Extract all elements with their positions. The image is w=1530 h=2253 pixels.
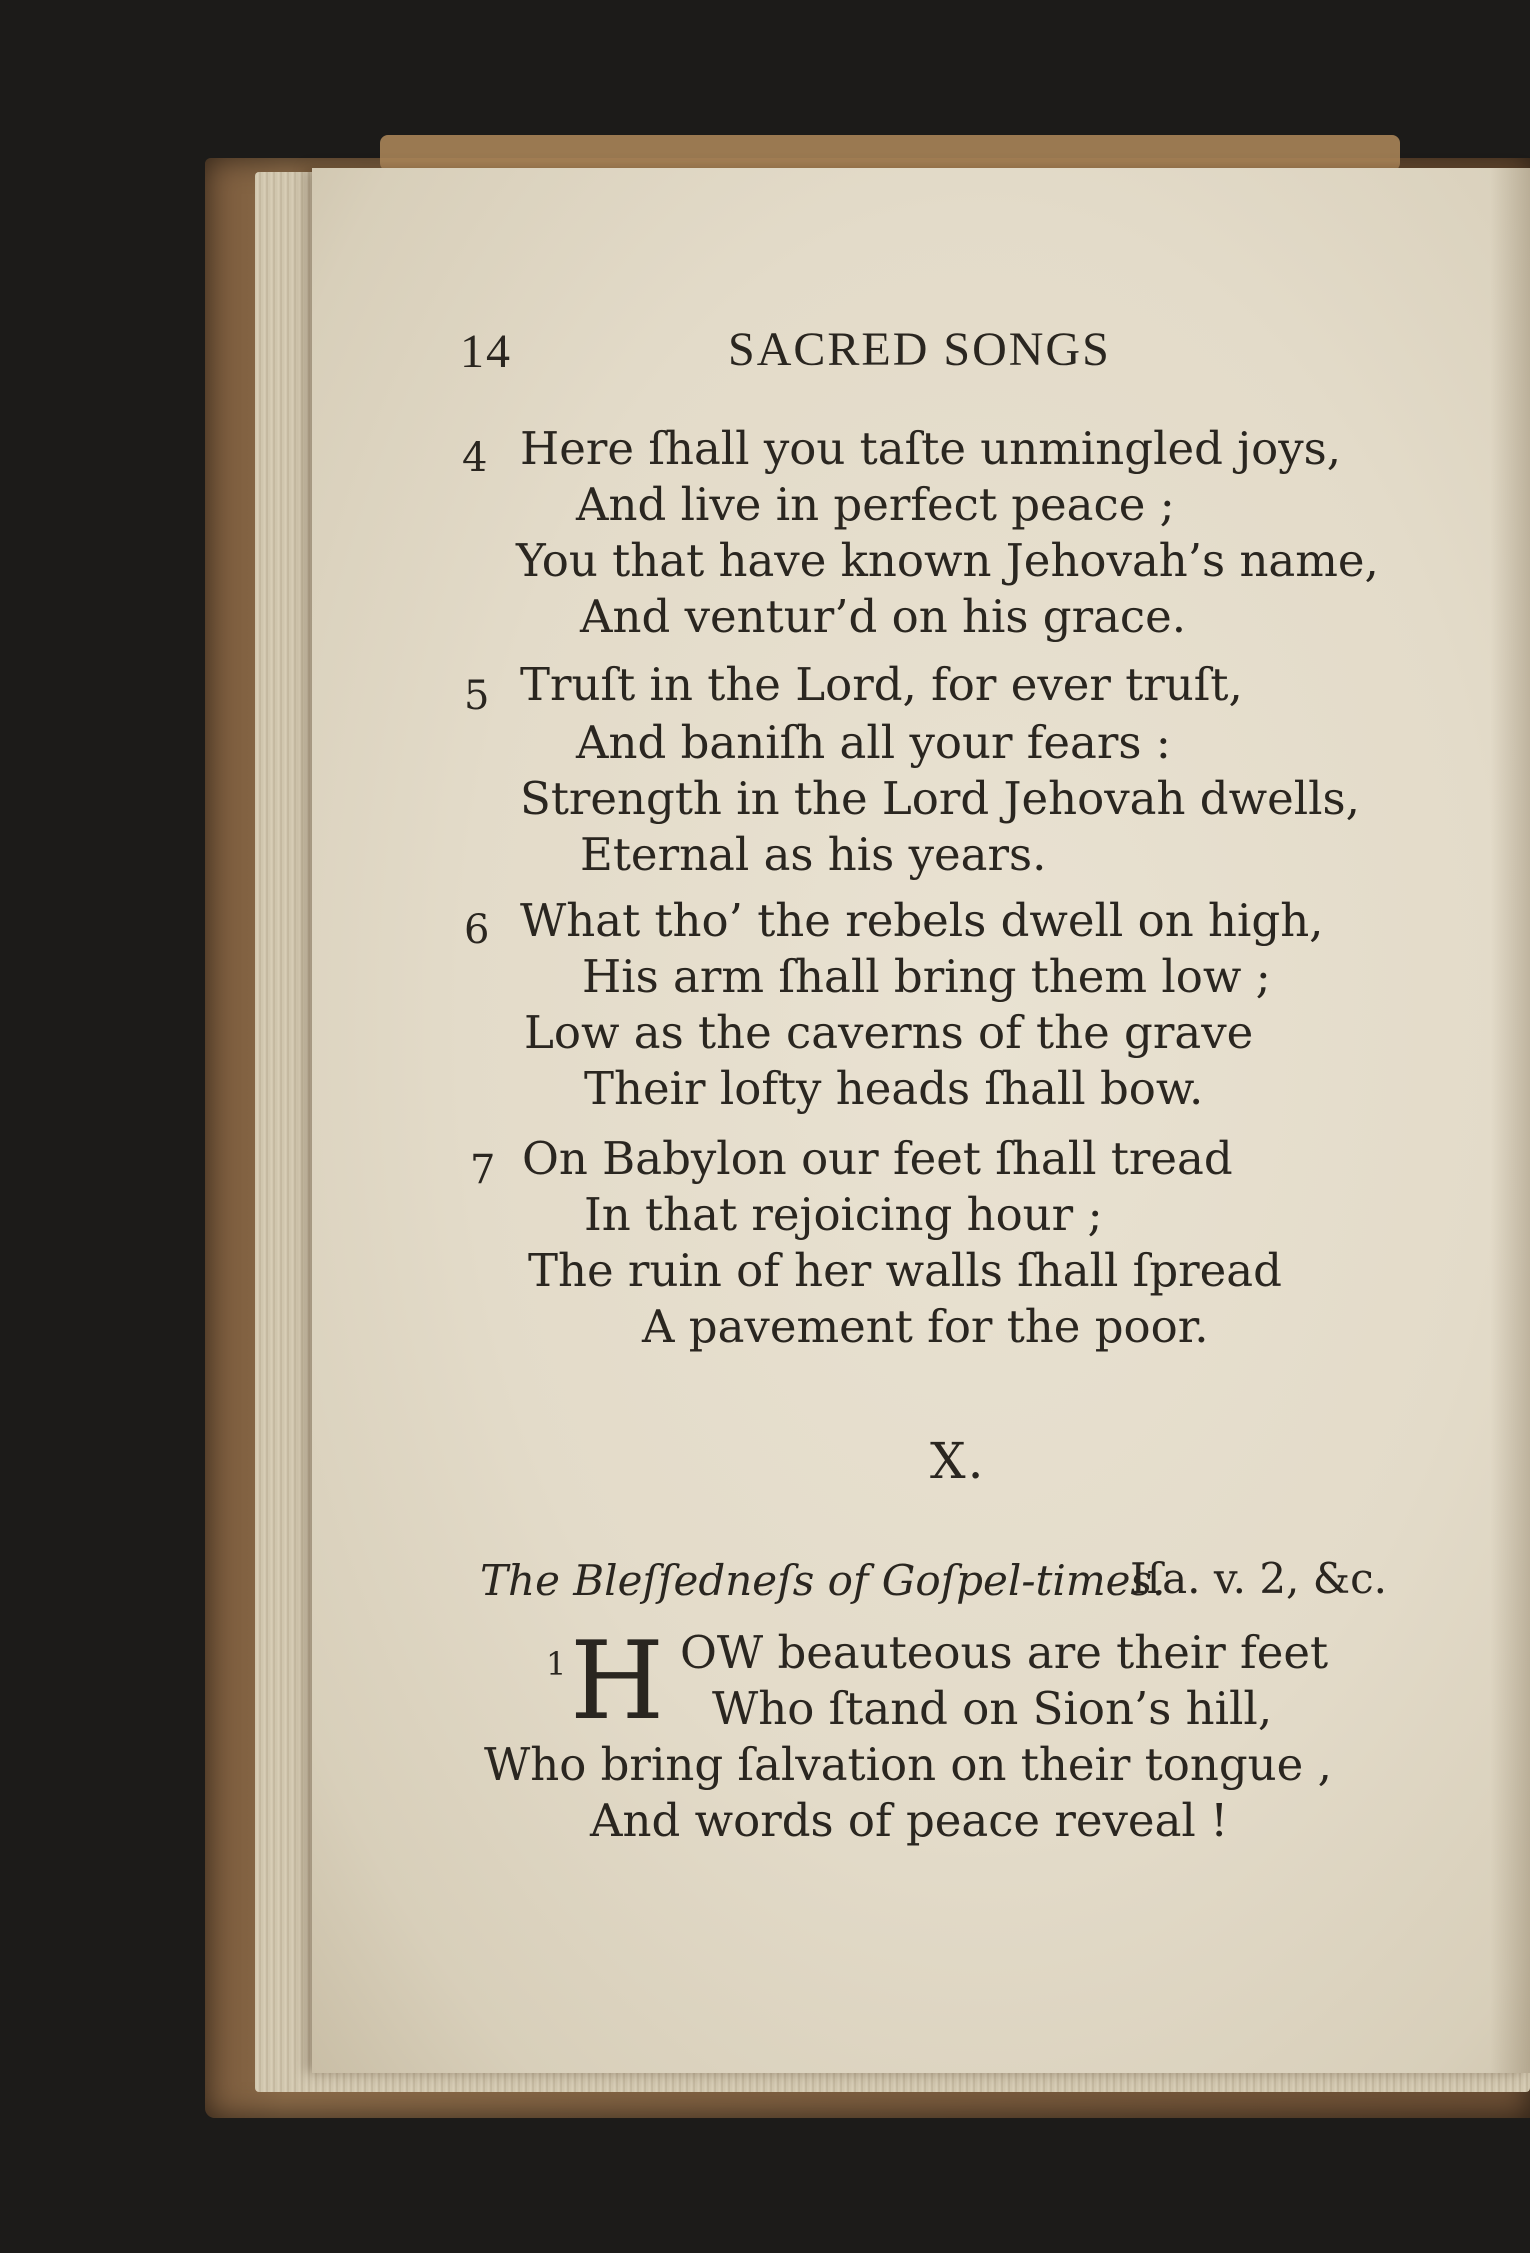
- page-number: 14: [460, 325, 512, 378]
- verse-line: Strength in the Lord Jehovah dwells,: [520, 772, 1360, 825]
- verse-line: Low as the caverns of the grave: [524, 1006, 1254, 1059]
- stanza-number: 1: [546, 1645, 567, 1683]
- verse-line: And live in perfect peace ;: [576, 478, 1175, 531]
- stanza-number: 5: [464, 673, 490, 719]
- stanza-number: 6: [464, 907, 490, 953]
- verse-line: And ventur’d on his grace.: [580, 590, 1187, 643]
- verse-line: His arm ſhall bring them low ;: [582, 950, 1271, 1003]
- verse-line: Truſt in the Lord, for ever truſt,: [520, 658, 1243, 711]
- cover-top-edge: [380, 135, 1400, 171]
- scripture-reference: Iſa. v. 2, &c.: [1130, 1554, 1388, 1603]
- verse-line: Who bring ſalvation on their tongue ,: [484, 1738, 1332, 1791]
- stanza-number: 4: [462, 435, 488, 481]
- verse-line: Eternal as his years.: [580, 828, 1047, 881]
- stanza-number: 7: [470, 1147, 496, 1193]
- book-page: [312, 168, 1530, 2073]
- verse-line: Here ſhall you taſte unmingled joys,: [520, 422, 1342, 475]
- verse-line: The ruin of her walls ſhall ſpread: [528, 1244, 1282, 1297]
- verse-line: Who ſtand on Sion’s hill,: [712, 1682, 1273, 1735]
- verse-line: And words of peace reveal !: [590, 1794, 1229, 1847]
- gutter-shadow: [1490, 168, 1530, 2073]
- hymn-subtitle: The Bleſſedneſs of Goſpel-times.: [480, 1556, 1166, 1605]
- verse-line: You that have known Jehovah’s name,: [516, 534, 1379, 587]
- running-head: SACRED SONGS: [728, 323, 1111, 376]
- verse-line: A pavement for the poor.: [642, 1300, 1209, 1353]
- verse-line: Their lofty heads ſhall bow.: [584, 1062, 1204, 1115]
- verse-line: On Babylon our feet ſhall tread: [522, 1132, 1233, 1185]
- hymn-numeral: X.: [930, 1432, 986, 1490]
- verse-line: And baniſh all your fears :: [576, 716, 1171, 769]
- verse-line: In that rejoicing hour ;: [584, 1188, 1103, 1241]
- verse-line: What tho’ the rebels dwell on high,: [520, 894, 1324, 947]
- drop-cap: H: [570, 1619, 665, 1744]
- verse-line: OW beauteous are their feet: [680, 1626, 1329, 1679]
